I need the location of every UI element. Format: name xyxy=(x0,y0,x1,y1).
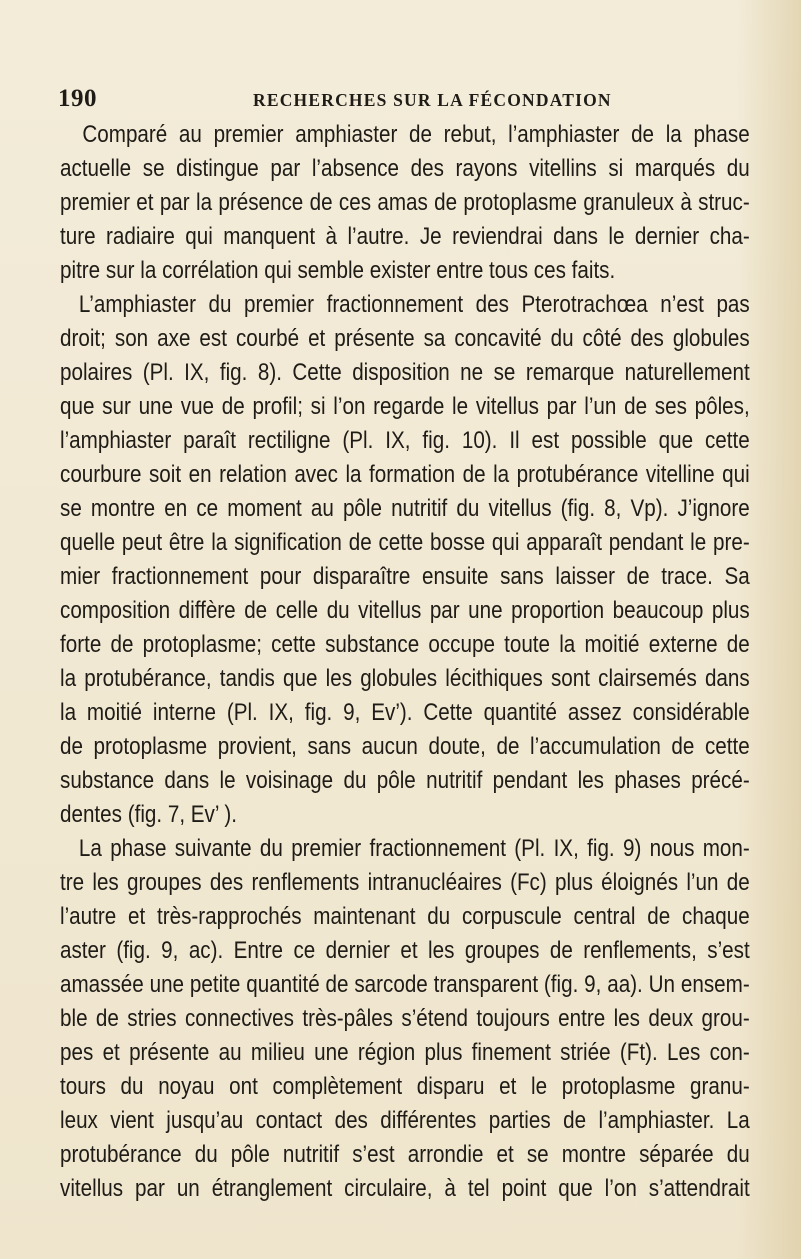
text-line: L’amphiaster du premier fractionnement des Pterotrachœa n’est pas xyxy=(78,291,750,318)
text-line: amassée une petite quantité de sarcode transparent (fig. 9, aa). Un ensem- xyxy=(60,971,750,998)
text-line: l’amphiaster paraît rectiligne (Pl. IX, fig. 10). Il est possible que cette xyxy=(60,427,750,454)
paragraph-2 xyxy=(60,288,750,832)
text-line: l’autre et très-rapprochés maintenant du corpuscule central de chaque xyxy=(60,903,750,930)
text-line: vitellus par un étranglement circulaire, à tel point que l’on s’attendrait xyxy=(60,1175,750,1202)
text-line: ble de stries connectives très-pâles s’étend toujours entre les deux grou- xyxy=(60,1005,750,1032)
page-header xyxy=(58,85,748,115)
text-line: composition diffère de celle du vitellus par une proportion beaucoup plus xyxy=(60,597,750,624)
text-line: premier et par la présence de ces amas de protoplasme granuleux à struc- xyxy=(60,189,750,216)
text-line: Comparé au premier amphiaster de rebut, l’amphiaster de la phase xyxy=(82,121,750,148)
text-line: forte de protoplasme; cette substance occupe toute la moitié externe de xyxy=(60,631,750,658)
text-line: pes et présente au milieu une région plus finement striée (Ft). Les con- xyxy=(60,1039,750,1066)
text-line: protubérance du pôle nutritif s’est arrondie et se montre séparée du xyxy=(60,1141,750,1168)
text-line: ture radiaire qui manquent à l’autre. Je reviendrai dans le dernier cha- xyxy=(60,223,750,250)
text-line: polaires (Pl. IX, fig. 8). Cette disposition ne se remarque naturellement xyxy=(60,359,750,386)
text-line: courbure soit en relation avec la formation de la protubérance vitelline qui xyxy=(60,461,750,488)
text-line: droit; son axe est courbé et présente sa concavité du côté des globules xyxy=(60,325,750,352)
text-line: la protubérance, tandis que les globules lécithiques sont clairsemés dans xyxy=(60,665,750,692)
text-line: substance dans le voisinage du pôle nutritif pendant les phases précé- xyxy=(60,767,750,794)
paragraph-3 xyxy=(60,832,750,1206)
text-line: dentes (fig. 7, Ev’ ). xyxy=(60,801,238,828)
text-line: que sur une vue de profil; si l’on regarde le vitellus par l’un de ses pôles, xyxy=(60,393,750,420)
text-line: mier fractionnement pour disparaître ensuite sans laisser de trace. Sa xyxy=(60,563,750,590)
paragraph-1 xyxy=(60,118,750,288)
page-number: 190 xyxy=(58,85,97,112)
text-line: tours du noyau ont complètement disparu et le protoplasme granu- xyxy=(60,1073,750,1100)
running-head: RECHERCHES SUR LA FÉCONDATION xyxy=(253,90,612,110)
text-line: quelle peut être la signification de cette bosse qui apparaît pendant le pre- xyxy=(60,529,750,556)
text-line: actuelle se distingue par l’absence des rayons vitellins si marqués du xyxy=(60,155,750,182)
text-line: La phase suivante du premier fractionnement (Pl. IX, fig. 9) nous mon- xyxy=(78,835,750,862)
text-line: tre les groupes des renflements intranucléaires (Fc) plus éloignés l’un de xyxy=(60,869,750,896)
text-line: la moitié interne (Pl. IX, fig. 9, Ev’). Cette quantité assez considérable xyxy=(60,699,750,726)
body-text xyxy=(60,118,750,1206)
text-line: de protoplasme provient, sans aucun doute, de l’accumulation de cette xyxy=(60,733,750,760)
text-line: pitre sur la corrélation qui semble exister entre tous ces faits. xyxy=(60,257,616,284)
text-line: aster (fig. 9, ac). Entre ce dernier et les groupes de renflements, s’est xyxy=(60,937,750,964)
text-line: leux vient jusqu’au contact des différentes parties de l’amphiaster. La xyxy=(60,1107,750,1134)
text-line: se montre en ce moment au pôle nutritif du vitellus (fig. 8, Vp). J’ignore xyxy=(60,495,750,522)
